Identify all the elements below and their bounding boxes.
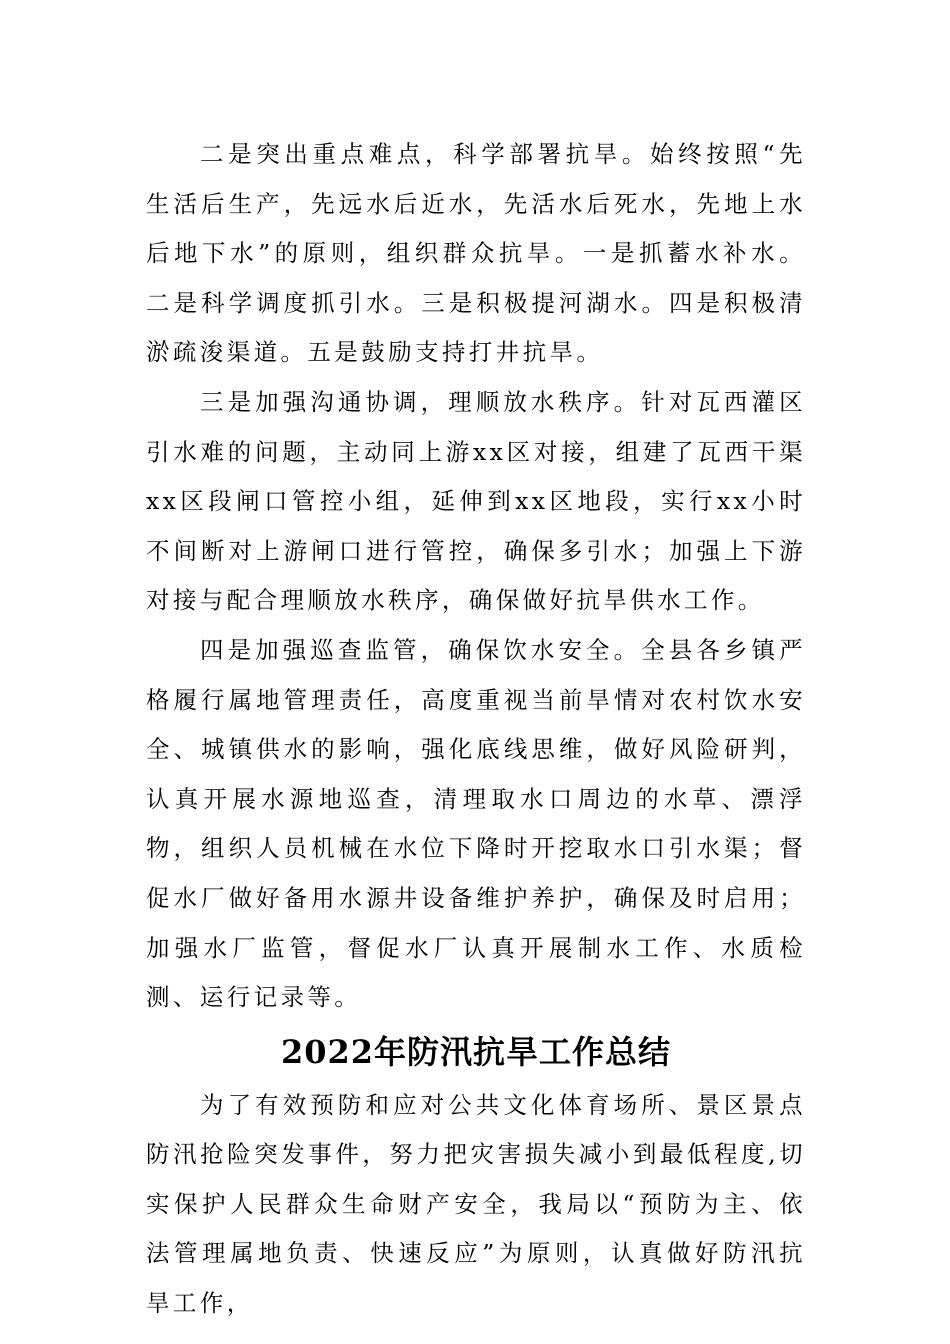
paragraph-key-points: 二是突出重点难点，科学部署抗旱。始终按照“先生活后生产，先远水后近水，先活水后死水，先地上水后地下水”的原则，组织群众抗旱。一是抓蓄水补水。二是科学调度抓引水。三是积极提河湖水。四是积极清淤疏浚渠道。五是鼓励支持打井抗旱。 [146,140,806,367]
paragraph-inspection: 四是加强巡查监管，确保饮水安全。全县各乡镇严格履行属地管理责任，高度重视当前旱情对农村饮水安全、城镇供水的影响，强化底线思维，做好风险研判，认真开展水源地巡查，清理取水口周边的水草、漂浮物，组织人员机械在水位下降时开挖取水口引水渠；督促水厂做好备用水源井设备维护养护，确保及时启用；加强水厂监管，督促水厂认真开展制水工作、水质检测、运行记录等。 [146,635,806,1012]
paragraph-coordination: 三是加强沟通协调，理顺放水秩序。针对瓦西灌区引水难的问题，主动同上游xx区对接，组建了瓦西干渠xx区段闸口管控小组，延伸到xx区地段，实行xx小时不间断对上游闸口进行管控，确保多引水；加强上下游对接与配合理顺放水秩序，确保做好抗旱供水工作。 [146,387,806,615]
section-heading: 2022年防汛抗旱工作总结 [280,1032,672,1071]
document-body [146,130,806,1329]
paragraph-intro: 为了有效预防和应对公共文化体育场所、景区景点防汛抢险突发事件，努力把灾害损失减小到最低程度,切实保护人民群众生命财产安全，我局以“预防为主、依法管理属地负责、快速反应”为原则，认真做好防汛抗旱工作， [146,1090,806,1318]
